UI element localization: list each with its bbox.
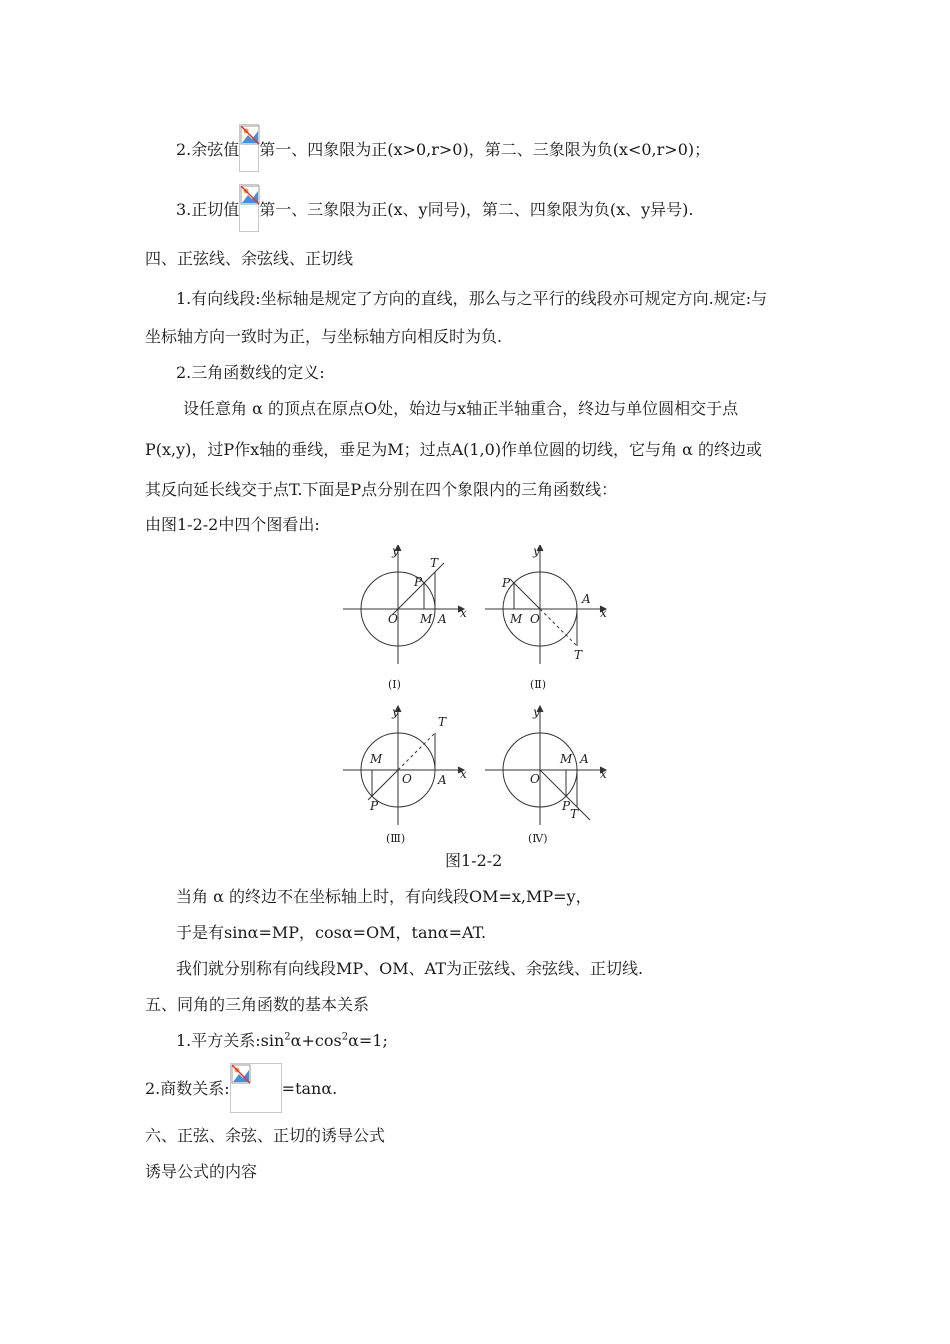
axis-label-y: y [392,705,399,719]
axis-label-y: y [392,545,399,558]
point-label: P [502,576,511,590]
panel-caption: (Ⅲ) [386,832,406,845]
paragraph-line: 于是有sinα=MP，cosα=OM，tanα=AT. [176,923,487,942]
figure-caption: 图1-2-2 [445,851,503,870]
paragraph-line: 设任意角 α 的顶点在原点O处，始边与x轴正半轴重合，终边与单位圆相交于点 [183,399,739,418]
paragraph-line: P(x,y)，过P作x轴的垂线，垂足为M；过点A(1,0)作单位圆的切线，它与角 α 的终边或 [145,440,763,459]
point-label: M [510,612,523,626]
paragraph-line: 诱导公式的内容 [145,1162,258,1181]
square-relation: 1.平方关系$:\sin^2\alpha+\cos^2\alpha=1$; [176,1031,388,1050]
cos-text: 第一、四象限为正(x>0,r>0)，第二、三象限为负(x<0,r>0)； [259,140,711,159]
point-label: A [582,592,591,606]
panel-caption: (Ⅰ) [388,678,401,691]
point-label: T [570,807,579,821]
tan-text: 第一、三象限为正(x、y同号)，第二、四象限为负(x、y异号). [259,200,694,219]
line-cos-sign [176,140,710,172]
point-label: M [420,612,433,626]
point-label: O [530,772,540,786]
point-label: T [574,648,583,662]
unit-circle-figure [330,545,620,845]
point-label: P [414,575,423,589]
panel-caption: (Ⅱ) [530,678,547,691]
point-label: P [370,799,379,813]
paragraph-line: 由图1-2-2中四个图看出: [145,515,320,534]
point-label: O [388,612,398,626]
tan-label: 3.正切值 [176,200,240,219]
paragraph-line: 其反向延长线交于点T.下面是P点分别在四个象限内的三角函数线： [145,480,618,499]
line-tan-sign [176,200,693,232]
paragraph-line: 2.三角函数线的定义: [176,363,325,382]
point-label: P [562,799,571,813]
point-label: O [402,772,412,786]
panel-1 [343,545,464,664]
point-label: A [438,612,447,626]
broken-image-icon [230,1063,282,1113]
broken-image-icon [239,124,259,172]
quotient-relation: 2.商数关系: =tanα. [145,1079,337,1113]
section-heading-6: 六、正弦、余弦、正切的诱导公式 [145,1126,386,1145]
paragraph-line: 当角 α 的终边不在坐标轴上时，有向线段OM=x,MP=y， [176,887,592,906]
axis-label-x: x [460,606,467,620]
cos-label: 2.余弦值 [176,140,240,159]
point-label: A [438,773,447,787]
point-label: T [430,556,439,570]
paragraph-line: 我们就分别称有向线段MP、OM、AT为正弦线、余弦线、正切线. [176,959,644,978]
point-label: M [370,752,383,766]
point-label: T [438,715,447,729]
point-label: M [560,752,573,766]
section-heading-4: 四、正弦线、余弦线、正切线 [145,249,354,268]
axis-label-x: x [460,767,467,781]
point-label: O [530,612,540,626]
paragraph-line: 坐标轴方向一致时为正，与坐标轴方向相反时为负. [145,327,503,346]
axis-label-x: x [600,767,607,781]
axis-label-y: y [533,705,540,719]
axis-label-y: y [533,545,540,558]
section-heading-5: 五、同角的三角函数的基本关系 [145,995,370,1014]
axis-label-x: x [600,606,607,620]
point-label: A [580,752,589,766]
panel-caption: (Ⅳ) [528,832,548,845]
broken-image-icon [239,184,259,232]
paragraph-line: 1.有向线段:坐标轴是规定了方向的直线，那么与之平行的线段亦可规定方向.规定:与 [176,289,768,308]
